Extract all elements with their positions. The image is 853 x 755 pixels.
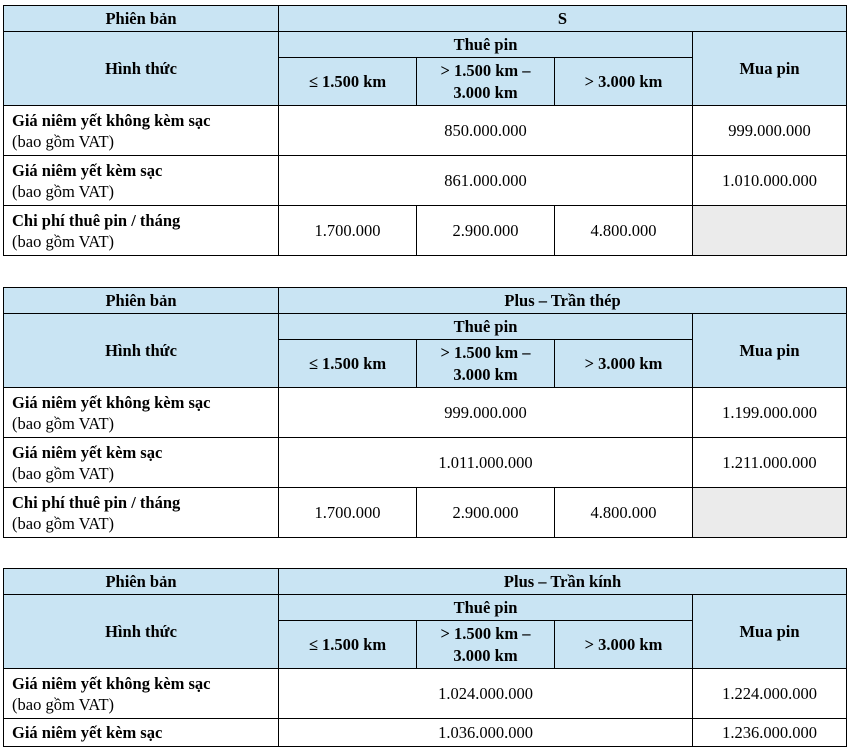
tier-3-header: > 3.000 km — [555, 340, 693, 388]
tier-1-header: ≤ 1.500 km — [279, 340, 417, 388]
version-header: Phiên bản — [4, 288, 279, 314]
tier-1-header: ≤ 1.500 km — [279, 621, 417, 669]
list-with-charger-buy-value: 1.236.000.000 — [693, 719, 847, 747]
version-name: Plus – Trần thép — [279, 288, 847, 314]
form-header: Hình thức — [4, 595, 279, 669]
row-label-list-with-charger: Giá niêm yết kèm sạc (bao gồm VAT) — [4, 438, 279, 488]
price-table-plus-steel-roof — [3, 287, 847, 538]
list-with-charger-rent-value: 1.011.000.000 — [279, 438, 693, 488]
row-label-list-with-charger: Giá niêm yết kèm sạc (bao gồm VAT) — [4, 156, 279, 206]
monthly-fee-tier-2: 2.900.000 — [417, 488, 555, 538]
version-header: Phiên bản — [4, 569, 279, 595]
list-with-charger-buy-value: 1.211.000.000 — [693, 438, 847, 488]
list-no-charger-rent-value: 1.024.000.000 — [279, 669, 693, 719]
version-name: Plus – Trần kính — [279, 569, 847, 595]
tier-2-header: > 1.500 km – 3.000 km — [417, 58, 555, 106]
tier-2-header: > 1.500 km – 3.000 km — [417, 340, 555, 388]
rent-battery-header: Thuê pin — [279, 32, 693, 58]
monthly-fee-tier-2: 2.900.000 — [417, 206, 555, 256]
buy-battery-header: Mua pin — [693, 595, 847, 669]
tier-3-header: > 3.000 km — [555, 58, 693, 106]
row-label-monthly-fee: Chi phí thuê pin / tháng (bao gồm VAT) — [4, 206, 279, 256]
monthly-fee-tier-1: 1.700.000 — [279, 206, 417, 256]
monthly-fee-buy-empty — [693, 488, 847, 538]
monthly-fee-tier-1: 1.700.000 — [279, 488, 417, 538]
list-no-charger-buy-value: 1.224.000.000 — [693, 669, 847, 719]
monthly-fee-tier-3: 4.800.000 — [555, 206, 693, 256]
price-table-plus-glass-roof — [3, 568, 847, 747]
buy-battery-header: Mua pin — [693, 32, 847, 106]
rent-battery-header: Thuê pin — [279, 595, 693, 621]
list-no-charger-rent-value: 999.000.000 — [279, 388, 693, 438]
list-with-charger-rent-value: 861.000.000 — [279, 156, 693, 206]
list-with-charger-rent-value: 1.036.000.000 — [279, 719, 693, 747]
version-name: S — [279, 6, 847, 32]
rent-battery-header: Thuê pin — [279, 314, 693, 340]
form-header: Hình thức — [4, 32, 279, 106]
tier-3-header: > 3.000 km — [555, 621, 693, 669]
list-with-charger-buy-value: 1.010.000.000 — [693, 156, 847, 206]
row-label-list-no-charger: Giá niêm yết không kèm sạc (bao gồm VAT) — [4, 106, 279, 156]
tier-1-header: ≤ 1.500 km — [279, 58, 417, 106]
tier-2-header: > 1.500 km – 3.000 km — [417, 621, 555, 669]
monthly-fee-tier-3: 4.800.000 — [555, 488, 693, 538]
monthly-fee-buy-empty — [693, 206, 847, 256]
form-header: Hình thức — [4, 314, 279, 388]
row-label-list-no-charger: Giá niêm yết không kèm sạc (bao gồm VAT) — [4, 388, 279, 438]
price-table-s — [3, 5, 847, 256]
list-no-charger-rent-value: 850.000.000 — [279, 106, 693, 156]
list-no-charger-buy-value: 1.199.000.000 — [693, 388, 847, 438]
row-label-monthly-fee: Chi phí thuê pin / tháng (bao gồm VAT) — [4, 488, 279, 538]
row-label-list-no-charger: Giá niêm yết không kèm sạc (bao gồm VAT) — [4, 669, 279, 719]
row-label-list-with-charger: Giá niêm yết kèm sạc — [4, 719, 279, 747]
list-no-charger-buy-value: 999.000.000 — [693, 106, 847, 156]
buy-battery-header: Mua pin — [693, 314, 847, 388]
version-header: Phiên bản — [4, 6, 279, 32]
